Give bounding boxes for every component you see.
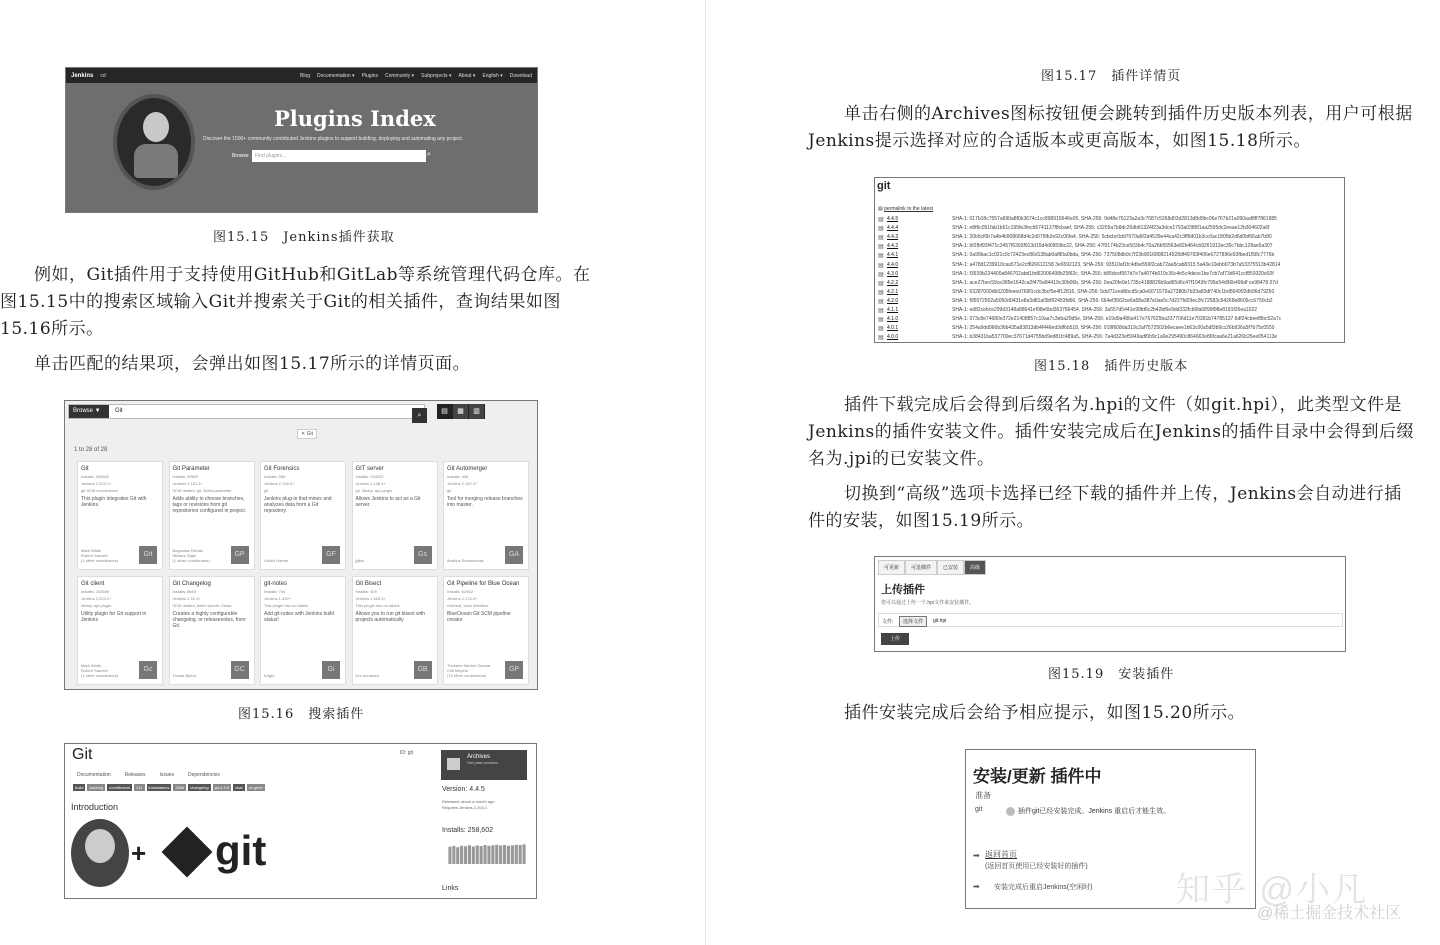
plugin-card[interactable] [352, 461, 438, 570]
version-row [878, 234, 1343, 242]
plugin-card-installs: Installs: 704 [264, 589, 286, 594]
plugin-card-description: Utility plugin for Git support in Jenkins [81, 611, 147, 623]
badge: git-4.4.5 [214, 785, 230, 790]
permalink-latest-link[interactable]: ▤ permalink to the latest [878, 206, 1345, 212]
plugin-card-description: Jenkins plug-in that mines and analyzes data from a Git repository. [264, 496, 332, 514]
figure-15-18-version-history [874, 177, 1345, 343]
version-checksum: SHA-1: 073c8e74680e372e21408857c10aa7c3eba20d5e, SHA-256: e19d9a486a417e767625ba337706d11e70381b74785137 6df24cbeef8bc52a7c [952, 316, 1282, 323]
nav-item[interactable]: English ▾ [482, 72, 503, 79]
package-icon: ▤ [878, 280, 884, 287]
plugin-card-maintainers: lr.light [264, 673, 275, 678]
plugin-card-installs: Installs: 436 [447, 474, 469, 479]
plugin-card-requirement: Jenkins 1.432+ [264, 596, 292, 601]
plugin-card-maintainers: Boguslaw Klimas Niklaus Giger (1 other contributors) [172, 548, 210, 563]
version-row [878, 216, 1343, 224]
git-logo-icon [162, 827, 213, 878]
right-page [708, 0, 1440, 945]
version-row [878, 243, 1343, 251]
badge: on gitter [248, 785, 264, 790]
sparkline-bar [487, 846, 490, 864]
back-to-home-link[interactable]: 返回首页 [985, 850, 1017, 859]
plugin-manager-tab[interactable]: 可更新 [878, 560, 905, 575]
plugin-card[interactable] [77, 576, 163, 685]
package-icon: ▤ [878, 226, 884, 233]
version-checksum: SHA-1: f95072902a5050d0431e8a3d81af3bf92453fd66, SHA-256: 664ef3562ce6a58a387e0ae5c7d227fd29ec2fc72583c64268e8605cc6750cb2 [952, 297, 1273, 304]
plugin-search-input[interactable]: Find plugins... [252, 150, 426, 162]
version-link[interactable]: 4.4.4 [887, 225, 899, 232]
plugin-card-maintainers: Andrius Semionovas [447, 558, 484, 563]
install-success-message: 插件git已经安装完成。Jenkins 重启后才能生效。 [1018, 808, 1171, 815]
plugin-tab[interactable]: Releases [124, 772, 146, 778]
sparkline-bar [507, 846, 510, 864]
badge: contributors [109, 785, 131, 790]
plugin-card-description: Allows you to run git bisect with projects automatically [355, 611, 425, 623]
plugin-card-maintainers: Tomas Bjerre [172, 673, 197, 678]
plugin-card-description: Creates a highly configurable changelog, or releasenotes, from Git. [172, 611, 246, 629]
paragraph-install-done: 插件安装完成后会给予相应提示，如图15.20所示。 [844, 703, 1246, 723]
plugin-card-installs: Installs: 586 [264, 474, 286, 479]
version-row [878, 271, 1343, 279]
plugin-card-requirement: Jenkins 2.32.3+ [172, 596, 201, 601]
sparkline-bar [484, 845, 487, 864]
plugin-card-installs: Installs: 250602 [81, 474, 110, 479]
plugin-tab[interactable]: Dependencies [187, 772, 220, 778]
paragraph-archives: 单击右侧的Archives图标按钮便会跳转到插件历史版本列表，用户可根据Jenkins提示选择对应的合适版本或更高版本，如图15.18所示。 [808, 104, 1413, 151]
permalink-text: permalink to the latest [884, 206, 934, 212]
paragraph-hpi-file: 插件下载完成后会得到后缀名为.hpi的文件（如git.hpi），此类型文件是Jenkins的插件安装文件。插件安装完成后在Jenkins的插件目录中会得到后缀名为.jpi的已安装文件。 [808, 395, 1414, 469]
version-checksum: SHA-1: 017b18c7557a690a8f0b3674c1cc898915646e05, SHA-256: 9d48e76123a2a3c7087c5268d03d2813d8d9bc06e767b21a090aaf8ff7861985 [952, 216, 1277, 222]
archives-sublabel: Get past versions [467, 760, 499, 765]
jenkins-topbar [66, 68, 537, 83]
figure-15-16-search-results [64, 400, 538, 690]
sparkline-bar [448, 847, 451, 864]
plugin-card-icon: Gi [322, 661, 340, 679]
caption-15-15: 图15.15 Jenkins插件获取 [213, 230, 395, 245]
plugin-card-installs: Installs: 243022 [355, 474, 384, 479]
install-update-heading: 安装/更新 插件中 [973, 767, 1102, 786]
plugin-card-requirement: Jenkins 1.625.3+ [355, 596, 386, 601]
badge: 211 [136, 785, 143, 790]
plugin-card-installs: Installs: 8653 [172, 589, 197, 594]
result-count: 1 to 28 of 28 [74, 447, 108, 453]
caption-15-18: 图15.18 插件历史版本 [1034, 359, 1189, 374]
version-row [878, 262, 1343, 270]
plugin-card-icon: Gs [414, 546, 432, 564]
plugin-history-title: git [877, 180, 891, 192]
zhihu-watermark: 知乎 @小凡 [1176, 871, 1368, 909]
version-row [878, 298, 1343, 306]
plugin-card[interactable] [169, 576, 255, 685]
plugin-tab[interactable]: Issues [159, 772, 174, 778]
plugin-name: git [975, 806, 983, 813]
plugin-card-requirement: Jenkins 2.150.3+ [447, 481, 478, 486]
version-checksum: SHA-1: bf2fbf93f471c3457f6393f913d15d4d0959bc22, SHA-256: 47f3174b23ce503b4c70a26b55563e82b464cb9261913ec35c7bbc128ae5a307 [952, 243, 1273, 250]
nav-item[interactable]: Plugins [361, 72, 378, 79]
archive-box-icon [447, 758, 460, 770]
sparkline-bar [476, 846, 479, 864]
sparkline-bar [468, 845, 471, 864]
plugin-card-name[interactable]: Git client [81, 581, 105, 587]
version-row [878, 307, 1343, 315]
version-checksum: SHA-1: 63287000db0205feeed769f1cdc3bcf5e4f12816, SHA-256: 5dcf71eed6bcd5ca0e6071579a27380b7b33a83df740c1bd564992db96d79250 [952, 288, 1275, 295]
nav-item[interactable]: Documentation ▾ [317, 72, 355, 79]
brand-dropdown[interactable]: cd [100, 72, 106, 79]
plugin-card[interactable] [443, 461, 529, 570]
view-toggle [437, 404, 485, 419]
version-text: Version: 4.4.5 [442, 786, 485, 793]
plugin-id: ID: git [400, 750, 414, 756]
upload-plugin-description: 您可以通过上传一个.hpi文件来安装插件。 [881, 600, 975, 606]
version-row [878, 325, 1343, 333]
plugin-card-labels: git, library, api-plugin [355, 488, 393, 493]
preparation-label: 准备 [975, 791, 991, 800]
plugin-card-maintainers: Ullrich Hafner [264, 558, 289, 563]
plugin-card-description: Tool for merging release branches into master. [447, 496, 523, 508]
plugin-card-icon: Git [139, 546, 157, 564]
juejin-watermark: @稀土掘金技术社区 [1257, 905, 1402, 922]
version-link[interactable]: 4.4.2 [887, 243, 899, 250]
package-icon: ▤ [878, 317, 884, 324]
version-checksum: SHA-1: 20b5cf0b7a4b4b908668d4c2d075fb2e92c06fa4, SHA-256: 5cbcbc0dd7070a6f2d4539e44ca42c3ff9d01b3cc0ac1805b2d6d0bf66ab7b80 [952, 234, 1272, 241]
search-bar [68, 404, 425, 419]
version-link[interactable]: 4.2.0 [887, 297, 899, 304]
plugin-card-maintainers: Mark Waite Robert Sandell (1 other contributors) [81, 663, 119, 678]
selected-file-name: git.hpi [933, 618, 947, 624]
plugin-card-name[interactable]: GIT server [355, 466, 384, 472]
left-page [0, 0, 706, 945]
package-icon: ▤ [878, 308, 884, 314]
plugin-card-description: BlueOcean Git SCM pipeline creator [447, 611, 511, 623]
plugin-card-labels: SCM related, git, Build parameter [172, 488, 232, 493]
plugin-card-installs: Installs: 263569 [81, 589, 110, 594]
plugin-card-icon: GP [231, 546, 249, 564]
figure-15-19-upload-plugin [874, 556, 1346, 652]
plugin-card-maintainers: Dor Avraham [355, 673, 379, 678]
archives-button[interactable] [441, 750, 527, 780]
version-row [878, 289, 1343, 297]
nav-item[interactable]: Download [509, 72, 532, 79]
badge: changelog [190, 785, 209, 790]
caption-15-17: 图15.17 插件详情页 [1041, 69, 1182, 84]
plugin-card-icon: GB [414, 661, 432, 679]
search-icon[interactable]: ⌕ [427, 150, 431, 158]
grid-view-icon[interactable]: ▤ [437, 404, 453, 419]
sparkline-bar [499, 846, 502, 864]
plugin-card-name[interactable]: Git Forensics [264, 466, 300, 472]
version-link[interactable]: 4.1.0 [887, 316, 899, 323]
list-view-icon[interactable]: ▥ [469, 404, 485, 419]
package-icon: ▤ [878, 326, 884, 333]
sparkline-bar [452, 846, 455, 864]
paragraph-click-result: 单击匹配的结果项，会弹出如图15.17所示的详情页面。 [34, 354, 471, 374]
version-checksum: SHA-1: f3939b224400a846702abd1bd62006498b25f62c, SHA-256: b85dcef957d7e7a4074b019c36c4e5c4dece1be7cb7af73d641ccf859320e02f [952, 270, 1274, 277]
plugin-tabs [77, 772, 220, 778]
version-link[interactable]: 4.2.1 [887, 288, 899, 295]
version-row [878, 280, 1343, 288]
file-label: 文件: [882, 619, 894, 625]
jenkins-logo-icon [113, 94, 195, 190]
version-checksum: SHA-1: b38431ba537700ec37671d4755bd9ed81fc489a5, SHA-256: 7a4d323ef5949adf0b9c1a0e295490c864663e86fcaa6e21a626b25ee054113e [952, 334, 1278, 341]
plugin-card[interactable] [260, 461, 346, 570]
badge: build [75, 785, 84, 790]
sparkline-bar [480, 846, 483, 864]
upload-button[interactable]: 上传 [881, 633, 909, 645]
browse-label[interactable]: Browse [232, 153, 249, 159]
version-checksum: SHA-1: 254a9dd966b36b435a83813db4f446ed3df6b518, SHA-256: 019f608da319c2af7572502b6ecaee1b63c00a5df3b9cc26b936a5f7b75c0550 [952, 325, 1275, 332]
jenkins-mascot-icon [71, 819, 129, 887]
badge: chat [235, 785, 243, 790]
plugins-index-subtitle: Discover the 1500+ community contributed Jenkins plugins to support building, deploying and automating any project. [203, 136, 464, 142]
plugin-card[interactable] [77, 461, 163, 570]
paragraph-git-plugin: 例如，Git插件用于支持使用GitHub和GitLab等系统管理代码仓库。在图15.15中的搜索区域输入Git并搜索关于Git的相关插件，查询结果如图15.16所示。 [0, 265, 591, 339]
sparkline-bar [472, 846, 475, 864]
sparkline-bar [515, 845, 518, 864]
package-icon: ▤ [878, 217, 884, 223]
plugins-index-title: Plugins Index [274, 106, 436, 131]
package-icon: ▤ [878, 289, 884, 296]
nav-item[interactable]: Community ▾ [384, 72, 415, 79]
plugin-card-icon: GA [505, 546, 523, 564]
package-icon: ▤ [878, 271, 884, 278]
sparkline-bar [456, 847, 459, 864]
version-row [878, 252, 1343, 260]
version-checksum: SHA-1: 0a99bac1c021c0c72423ec86d138ab0af80a0bda, SHA-256: 737508db9c7f23b9016808214528df49793f406e6727896e93fbed1f58c7776b [952, 252, 1275, 259]
plugin-card[interactable] [260, 576, 346, 685]
plugin-manager-tab[interactable]: 已安装 [937, 560, 964, 575]
sparkline-bar [464, 846, 467, 864]
sparkline-bar [519, 845, 522, 864]
plugin-card-description: Allows Jenkins to act as a Git server. [355, 496, 421, 508]
plugin-card-name[interactable]: Git Parameter [172, 466, 210, 472]
sparkline-bar [511, 845, 514, 864]
nav-item[interactable]: About ▾ [458, 72, 476, 79]
plugin-card[interactable] [443, 576, 529, 685]
figure-15-15-plugins-index [65, 67, 538, 213]
plugin-card-requirement: Jenkins 2.138.4+ [264, 481, 295, 486]
plugin-tab[interactable]: Documentation [77, 772, 111, 778]
links-heading: Links [442, 885, 459, 892]
package-icon: ▤ [878, 262, 884, 269]
nav-item[interactable]: Blog [300, 72, 311, 79]
plugin-card-labels: git SCM connections [81, 488, 118, 493]
version-link[interactable]: 4.4.1 [887, 252, 899, 259]
plugin-card-name[interactable]: Git [81, 466, 89, 472]
version-row [878, 316, 1343, 324]
plugin-card-labels: git [264, 488, 269, 493]
tiles-view-icon[interactable]: ▦ [453, 404, 469, 419]
restart-jenkins-option[interactable]: 安装完成后重启Jenkins(空闲时) [994, 884, 1093, 891]
version-link[interactable]: 4.2.2 [887, 279, 899, 286]
version-link[interactable]: 4.4.5 [887, 216, 899, 222]
plugin-manager-tab[interactable]: 高级 [964, 560, 986, 575]
plugin-card-labels: This plugin has no labels [264, 603, 309, 608]
arrow-right-icon: ➡ [973, 851, 980, 860]
version-link[interactable]: 4.0.0 [887, 334, 899, 341]
version-link[interactable]: 4.4.0 [887, 261, 899, 268]
plugin-card-name[interactable]: Git Pipeline for Blue Ocean [447, 581, 520, 587]
caption-15-16: 图15.16 搜索插件 [238, 707, 365, 722]
filter-chip-git[interactable]: ✕ Git [297, 429, 317, 439]
plugin-card-maintainers: Mark Waite Robert Sandell (1 other contributors) [81, 548, 119, 563]
plugin-card-installs: Installs: 62952 [447, 589, 473, 594]
plugin-card-description: Add git-notes with Jenkins build status! [264, 611, 335, 623]
plugin-card-requirement: Jenkins 2.204.1+ [81, 596, 112, 601]
requires-text: Requires Jenkins 2.204.1 [442, 805, 488, 810]
package-icon: ▤ [878, 298, 884, 305]
package-icon: ▤ [878, 244, 884, 251]
version-row [878, 334, 1343, 342]
version-checksum: SHA-1: ed82cebce299d3148a88641ef98e6bd363766454, SHA-256: 3a557d5441e99fd6c2b42bf6e9dd332fcb9fa0899f98e8191f26ea1022 [952, 307, 1257, 313]
plugin-manager-tab[interactable]: 可选插件 [905, 560, 937, 575]
file-row [878, 613, 1343, 627]
sparkline-bar [523, 844, 526, 864]
plugin-card-requirement: Jenkins 2.204.1+ [81, 481, 112, 486]
version-link[interactable]: 4.3.0 [887, 270, 899, 277]
version-link[interactable]: 4.0.1 [887, 325, 899, 332]
sparkline-bar [460, 846, 463, 864]
plugin-card-requirement: Jenkins 2.176.4+ [447, 596, 478, 601]
nav-item[interactable]: Subprojects ▾ [421, 72, 452, 79]
version-checksum: SHA-1: a478d1239910caa571e2cf826612158 3e6592123, SHA-256: 93510af1fc4dbe556f2cab72aa5cab8315 5a43e10ebb073b7a53375513b42814 [952, 261, 1281, 268]
badge: installations [148, 785, 170, 790]
installs-sparkline [448, 840, 526, 864]
git-wordmark: git [215, 827, 267, 874]
plugin-card-name[interactable]: Git Automerger [447, 466, 488, 472]
plugin-card-name[interactable]: Git Bisect [355, 581, 382, 587]
upload-plugin-heading: 上传插件 [881, 584, 925, 596]
plugin-card-labels: external, User Interface [447, 603, 489, 608]
plugin-card-name[interactable]: Git Changelog [172, 581, 211, 587]
version-checksum: SHA-1: ace27bec59ce385e1642ca2f475e84419c30b06b, SHA-256: 0ea20fe0e1735c4188826b9ad65d6c47f1043fc795e54d96b496df ce98478 07d [952, 279, 1278, 286]
back-to-home-note: (返回首页使用已经安装好的插件) [985, 863, 1088, 870]
plugin-card-icon: GC [231, 661, 249, 679]
plugin-card-installs: Installs: 309 [355, 589, 377, 594]
plugin-card-description: This plugin integrates Git with Jenkins. [81, 496, 147, 508]
plugin-card-labels: SCM related, build reports, Clean [172, 603, 232, 608]
plugin-card-requirement: Jenkins 2.138.4+ [355, 481, 386, 486]
plugin-card-icon: Gc [139, 661, 157, 679]
badge: 259k [175, 785, 185, 790]
package-icon: ▤ [878, 335, 884, 342]
plugin-manager-tabs [878, 560, 986, 575]
plugin-card-labels: library, api-plugin [81, 603, 112, 608]
figure-15-17-git-plugin-detail [64, 743, 537, 899]
badge: passing [89, 785, 104, 790]
plugin-card-icon: GF [322, 546, 340, 564]
version-row [878, 225, 1343, 233]
plugin-card-icon: GP [505, 661, 523, 679]
choose-file-button[interactable]: 选择文件 [899, 616, 927, 627]
arrow-right-icon: ➡ [973, 882, 980, 891]
released-text: Released: about a month ago [442, 799, 495, 804]
plugin-card[interactable] [169, 461, 255, 570]
jenkins-brand[interactable]: Jenkins [71, 72, 94, 79]
version-link[interactable]: 4.4.3 [887, 234, 899, 241]
plugin-card-installs: Installs: 49602 [172, 474, 199, 479]
caption-15-19: 图15.19 安装插件 [1048, 667, 1175, 682]
package-icon: ▤ [878, 253, 884, 260]
plugin-badges [73, 784, 265, 791]
sparkline-bar [495, 845, 498, 864]
plugin-card-requirement: Jenkins 2.121.1+ [172, 481, 203, 486]
version-checksum: SHA-1: e8f6c051fab1b61c195fe3fecb5741137f8cbaef, SHA-256: c3205a7b8dc26db81324f23a3dce1793a0386f1aa2595dc2eeae12b304602a6f [952, 225, 1270, 232]
top-nav [300, 73, 532, 79]
introduction-heading: Introduction [71, 802, 119, 812]
plugin-card-description: Adds ability to choose branches, tags or revisions from git repositories configured in project. [172, 496, 247, 514]
paragraph-advanced-tab: 切换到“高级”选项卡选择已经下载的插件并上传，Jenkins会自动进行插件的安装，如图15.19所示。 [808, 484, 1402, 531]
sparkline-bar [503, 845, 506, 864]
archives-label: Archives [467, 754, 491, 760]
plugin-card-name[interactable]: git-notes [264, 581, 288, 587]
sparkline-bar [491, 845, 494, 864]
package-icon: ▤ [878, 235, 884, 242]
search-icon[interactable]: ⌕ [412, 408, 427, 423]
plugin-card[interactable] [352, 576, 438, 685]
installs-text: Installs: 258,602 [442, 827, 493, 834]
version-link[interactable]: 4.1.1 [887, 307, 899, 313]
status-ball-icon [1006, 807, 1015, 816]
plus-sign: + [131, 838, 147, 868]
browse-dropdown[interactable]: Browse ▼ [69, 405, 109, 418]
plugin-card-labels: This plugin has no labels [355, 603, 400, 608]
plugin-card-labels: git [447, 488, 452, 493]
plugin-card-maintainers: Thorsten Iberian Sumaa Cliff Meyers (13 other contributors) [447, 663, 490, 678]
plugin-title: Git [72, 746, 93, 763]
plugin-card-maintainers: jglick [355, 558, 365, 563]
search-query-input[interactable]: Git [115, 408, 123, 414]
release-info [442, 799, 494, 811]
